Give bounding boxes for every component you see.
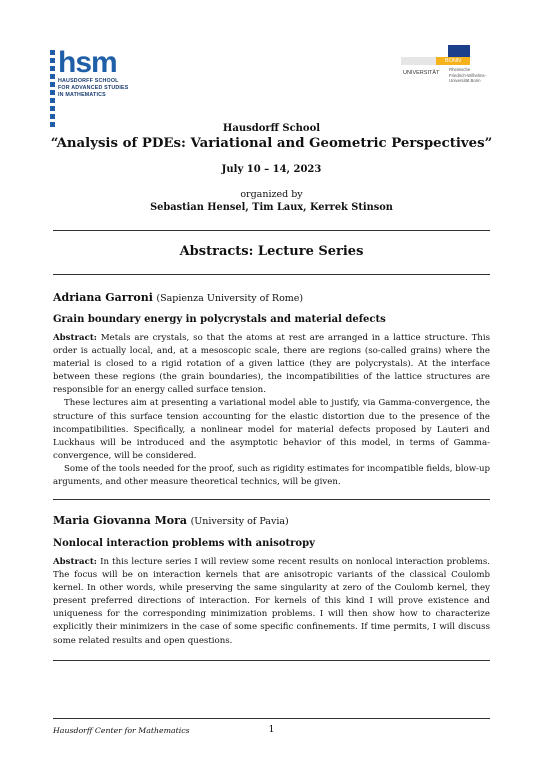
hsm-dots-decoration	[50, 50, 56, 130]
divider	[53, 230, 490, 231]
lecture-speaker	[53, 291, 303, 304]
hsm-wordmark: hsm	[58, 46, 117, 79]
hsm-line2: FOR ADVANCED STUDIES	[58, 85, 129, 91]
uni-bonn-logo	[401, 45, 491, 105]
event-dates: July 10 – 14, 2023	[221, 164, 322, 175]
divider	[53, 274, 490, 275]
lecture-title: Nonlocal interaction problems with anisotropy	[53, 538, 315, 549]
lecture-title: Grain boundary energy in polycrystals and material defects	[53, 314, 386, 325]
uni-bonn-sub3: Universität Bonn	[449, 78, 481, 84]
hsm-line3: IN MATHEMATICS	[58, 92, 106, 98]
organized-by-label: organized by	[240, 189, 303, 200]
footer-rule	[53, 718, 490, 719]
hsm-logo	[50, 48, 170, 133]
school-name: Hausdorff School	[222, 123, 321, 134]
speaker-affiliation: (University of Pavia)	[190, 516, 289, 527]
uni-bonn-subtitle	[449, 67, 494, 84]
event-title: “Analysis of PDEs: Variational and Geometric Perspectives”	[50, 136, 493, 151]
divider	[53, 660, 490, 661]
organizers: Sebastian Hensel, Tim Laux, Kerrek Stinson	[150, 202, 393, 213]
lecture-abstract	[53, 556, 490, 648]
abstract-label: Abstract:	[53, 557, 97, 567]
uni-bonn-sub2: Friedrich-Wilhelms-	[449, 72, 487, 78]
abstract-paragraph: Abstract: Metals are crystals, so that the atoms at rest are arranged in a lattice structure. This order is actually local, and, at a mesoscopic scale, there are regions (so-called grains) where the material is closed to a rigid rotation of a given lattice (they are polycrystals). At the interface between these regions (the grain boundaries), the incompatibilities of the lattice structures are responsible for an energy called surface tension.	[53, 333, 490, 396]
lecture-speaker	[53, 514, 289, 527]
abstract-label: Abstract:	[53, 333, 97, 343]
uni-bonn-universitat: UNIVERSITÄT	[403, 70, 440, 76]
footer-institution: Hausdorff Center for Mathematics	[53, 726, 190, 735]
speaker-name: Adriana Garroni	[53, 291, 153, 304]
hsm-line1: HAUSDORFF SCHOOL	[58, 78, 119, 84]
speaker-affiliation: (Sapienza University of Rome)	[156, 293, 304, 304]
divider	[53, 499, 490, 500]
section-title: Abstracts: Lecture Series	[179, 244, 364, 259]
abstract-paragraph: These lectures aim at presenting a variational model able to justify, via Gamma-convergence, the structure of this surface tension accounting for the elastic distortion due to the presence of the incompatibilities. Specifically, a nonlinear model for material defects proposed by Lauteri and Luckhaus will be introduced and the asymptotic behavior of this model, in terms of Gamma-convergence, will be considered.	[53, 398, 490, 461]
abstract-paragraph: Some of the tools needed for the proof, such as rigidity estimates for incompatible fields, blow-up arguments, and other measure theoretical technics, will be given.	[53, 463, 490, 488]
abstract-paragraph: Abstract: In this lecture series I will review some recent results on nonlocal interaction problems. The focus will be on interaction kernels that are anisotropic variants of the classical Coulomb kernel. In other words, while preserving the same singularity at zero of the Coulomb kernel, they present preferred directions of interaction. For kernels of this kind I will prove existence and uniqueness for the corresponding minimization problems. I will then show how to characterize explicitly their minimizers in the case of some specific confinements. If time permits, I will discuss some related results and open questions.	[53, 557, 490, 646]
speaker-name: Maria Giovanna Mora	[53, 514, 188, 527]
lecture-abstract	[53, 332, 490, 489]
hsm-subtitle	[58, 78, 129, 99]
uni-bonn-blue-block	[448, 45, 470, 57]
page-number: 1	[268, 724, 275, 735]
uni-bonn-sub1: Rheinische	[449, 67, 471, 72]
uni-bonn-bonn: BONN	[436, 57, 470, 65]
